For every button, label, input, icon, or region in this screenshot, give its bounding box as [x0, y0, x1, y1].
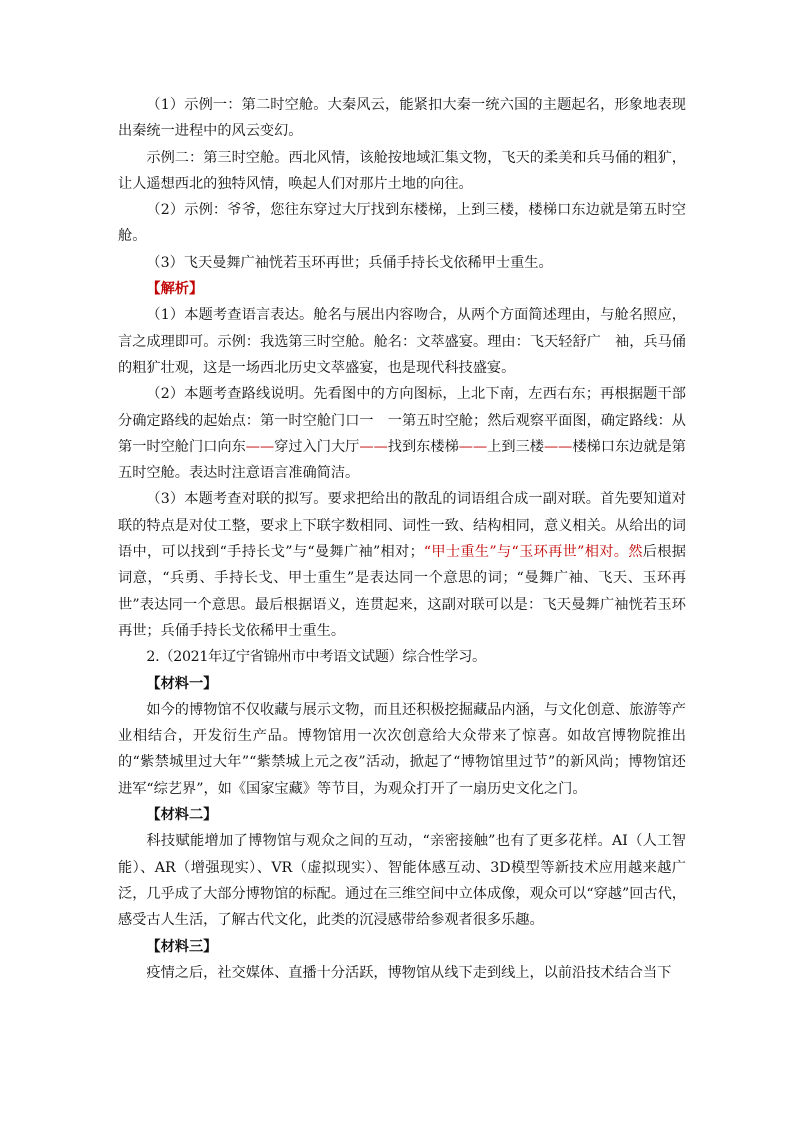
analysis-p2-text: （2）本题考查路线说明。先看图中的方向图标，上北下南，左西右东；再根据题干部分确定路线的起始点：第一时空舱门口一 一第五时空舱；然后观察平面图，确定路线：从第一时空舱门口向东 [118, 386, 686, 455]
route-step: 穿过入门大厅 [274, 438, 360, 455]
route-step: 找到东楼梯 [387, 438, 459, 455]
analysis-p3-highlight: “甲士重生”与“玉环再世”相对。然 [423, 544, 643, 561]
answer-q1-example2: 示例二：第三时空舱。西北风情，该舱按地域汇集文物，飞天的柔美和兵马俑的粗犷，让人遥想西北的独特风情，唤起人们对那片土地的向往。 [118, 149, 686, 192]
material-3-heading-row [118, 934, 686, 960]
route-dash: —— [458, 438, 488, 455]
document-body [118, 92, 686, 986]
material-2-heading: 【材料二】 [146, 807, 218, 824]
question-2-title: 2.（2021年辽宁省锦州市中考语文试题）综合性学习。 [146, 649, 486, 666]
analysis-p3-text: 后根据词意，“兵勇、手持长戈、甲士重生”是表达同一个意思的词；“曼舞广袖、飞天、玉环再世”表达同一个意思。最后根据语义，连贯起来，这副对联可以是：飞天曼舞广袖恍若玉环再世；兵俑手持长戈依稀甲士重生。 [118, 544, 686, 639]
route-step: 上到三楼 [487, 438, 544, 455]
material-3-heading: 【材料三】 [146, 938, 218, 955]
analysis-heading: 【解析】 [146, 281, 204, 298]
analysis-paragraph-1: （1）本题考查语言表达。舱名与展出内容吻合，从两个方面简述理由，与舱名照应，言之成理即可。示例：我选第三时空舱。舱名：文萃盛宴。理由：飞天轻舒广 袖，兵马俑的粗犷壮观，这是一场西北历史文萃盛宴，也是现代科技盛宴。 [118, 307, 686, 376]
material-1-text: 如今的博物馆不仅收藏与展示文物，而且还积极挖掘藏品内涵，与文化创意、旅游等产业相结合，开发衍生产品。博物馆用一次次创意给大众带来了惊喜。如故宫博物院推出的“紫禁城里过大年”“紫禁城上元之夜”活动，掀起了“博物馆里过节”的新风尚；博物馆还进军“综艺界”，如《国家宝藏》等节目，为观众打开了一扇历史文化之门。 [118, 701, 686, 797]
route-dash: —— [245, 438, 275, 455]
analysis-paragraph-3 [118, 486, 686, 644]
route-step: 楼梯口东边就是第五时空舱。表达时注意语言准确简洁。 [118, 438, 686, 482]
answer-q1-example1: （1）示例一：第二时空舱。大秦风云，能紧扣大秦一统六国的主题起名，形象地表现出秦统一进程中的风云变幻。 [118, 97, 686, 140]
material-1-heading-row [118, 671, 686, 697]
route-dash: —— [359, 438, 388, 455]
answer-q2: （2）示例：爷爷，您往东穿过大厅找到东楼梯，上到三楼，楼梯口东边就是第五时空舱。 [118, 202, 686, 245]
answer-q3: （3）飞天曼舞广袖恍若玉环再世；兵俑手持长戈依稀甲士重生。 [146, 254, 553, 271]
route-dash: —— [543, 438, 573, 455]
material-1-heading: 【材料一】 [146, 675, 218, 692]
material-2-text: 科技赋能增加了博物馆与观众之间的互动，“亲密接触”也有了更多花样。AI（人工智能）、AR（增强现实）、VR（虚拟现实）、智能体感互动、3D模型等新技术应用越来越广泛，几乎成了大部分博物馆的标配。通过在三维空间中立体成像，观众可以“穿越”回古代，感受古人生活，了解古代文化，此类的沉浸感带给参观者很多乐趣。 [118, 833, 686, 929]
analysis-heading-row [118, 276, 686, 302]
analysis-paragraph-2 [118, 381, 686, 486]
material-3-text: 疫情之后，社交媒体、直播十分活跃，博物馆从线下走到线上，以前沿技术结合当下 [146, 964, 672, 981]
analysis-p3-text: （3）本题考查对联的拟写。要求把给出的散乱的词语组合成一副对联。首先要知道对联的特点是对仗工整，要求上下联字数相同、词性一致、结构相同，意义相关。从给出的词语中，可以找到“手持长戈”与“曼舞广袖”相对； [118, 491, 686, 561]
material-2-heading-row [118, 802, 686, 828]
